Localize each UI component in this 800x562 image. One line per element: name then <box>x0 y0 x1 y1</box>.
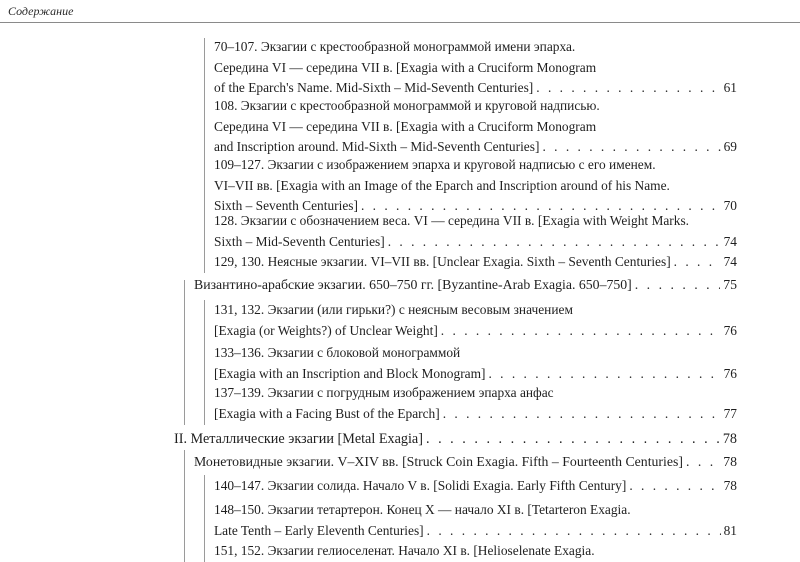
entry-text-line: 131, 132. Экзагии (или гирьки?) с неясным весовым значением <box>214 302 573 317</box>
entry-text: Византино-арабские экзагии. 650–750 гг. [Byzantine-Arab Exagia. 650–750] <box>194 277 632 292</box>
toc-entry[interactable] <box>214 500 737 541</box>
dot-leader <box>427 521 721 542</box>
dot-leader <box>388 232 721 253</box>
dot-leader <box>441 321 721 342</box>
entry-text: Sixth – Mid-Seventh Centuries] <box>214 233 385 249</box>
entry-text-line: 128. Экзагии с обозначением веса. VI — середина VII в. [Exagia with Weight Marks. <box>214 213 690 228</box>
page-number: 78 <box>723 478 737 493</box>
entry-last-line <box>194 452 737 473</box>
entry-last-line <box>214 252 737 273</box>
entry-text: II. Металлические экзагии [Metal Exagia] <box>174 431 423 447</box>
entry-last-line <box>214 476 737 497</box>
entry-text-line: Середина VI — середина VII в. [Exagia with a Cruciform Monogram <box>214 59 597 75</box>
toc-entry[interactable] <box>174 429 737 450</box>
entry-text-line: VI–VII вв. [Exagia with an Image of the Eparch and Inscription around of his Name. <box>214 177 670 193</box>
toc-entry[interactable] <box>214 252 737 273</box>
entry-last-line <box>214 521 737 542</box>
dot-leader <box>674 252 721 273</box>
entry-text-line: 151, 152. Экзагии гелиоселенат. Начало XI в. [Helioselenate Exagia. <box>214 543 595 558</box>
toc-entry[interactable] <box>214 211 737 252</box>
toc-entry[interactable] <box>214 383 737 424</box>
entry-text-line: Середина VI — середина VII в. [Exagia with a Cruciform Monogram <box>214 118 597 134</box>
toc-entry[interactable] <box>214 476 737 497</box>
entry-last-line <box>214 321 737 342</box>
page-number: 74 <box>723 254 737 269</box>
toc-entry[interactable] <box>214 343 737 384</box>
dot-leader <box>443 404 721 425</box>
indent-rule <box>184 450 185 562</box>
toc-entry[interactable] <box>214 155 737 217</box>
entry-text: 129, 130. Неясные экзагии. VI–VII вв. [Unclear Exagia. Sixth – Seventh Centuries] <box>214 254 671 269</box>
page-number: 74 <box>723 233 737 249</box>
entry-text-line: 137–139. Экзагии с погрудным изображением эпарха анфас <box>214 385 554 400</box>
toc-entry[interactable] <box>194 452 737 473</box>
dot-leader <box>635 275 720 296</box>
indent-rule <box>184 280 185 425</box>
dot-leader <box>629 476 720 497</box>
page-number: 75 <box>723 277 737 292</box>
page-number: 61 <box>723 80 737 95</box>
entry-last-line <box>194 275 737 296</box>
entry-last-line <box>214 232 737 253</box>
entry-last-line <box>214 404 737 425</box>
entry-text: Sixth – Seventh Centuries] <box>214 198 358 213</box>
running-header: Содержание <box>8 4 74 18</box>
entry-text: and Inscription around. Mid-Sixth – Mid-Seventh Centuries] <box>214 139 540 154</box>
entry-last-line <box>214 364 737 385</box>
dot-leader <box>488 364 720 385</box>
entry-text: [Exagia with a Facing Bust of the Eparch] <box>214 405 440 421</box>
entry-text-line: 148–150. Экзагии тетартерон. Конец X — начало XI в. [Tetarteron Exagia. <box>214 502 631 517</box>
page-number: 78 <box>722 431 737 447</box>
indent-rule <box>204 475 205 562</box>
toc-entry[interactable] <box>214 96 737 158</box>
page-number: 76 <box>723 365 737 381</box>
entry-text: 140–147. Экзагии солида. Начало V в. [Solidi Exagia. Early Fifth Century] <box>214 478 627 493</box>
indent-rule <box>204 38 205 273</box>
header-divider <box>0 22 800 23</box>
entry-text-line: 108. Экзагии с крестообразной монограммой и круговой надписью. <box>214 98 600 113</box>
page-number: 69 <box>723 139 737 154</box>
indent-rule <box>204 300 205 425</box>
dot-leader <box>426 429 720 450</box>
dot-leader <box>686 452 720 473</box>
toc-entry[interactable] <box>214 541 737 562</box>
toc-entry[interactable] <box>214 300 737 341</box>
page-number: 70 <box>723 198 737 213</box>
entry-text-line: 133–136. Экзагии с блоковой монограммой <box>214 345 461 360</box>
page-number: 76 <box>723 322 737 338</box>
page-number: 81 <box>723 522 737 538</box>
entry-text: Late Tenth – Early Eleventh Centuries] <box>214 522 424 538</box>
entry-text: of the Eparch's Name. Mid-Sixth – Mid-Seventh Centuries] <box>214 80 534 95</box>
entry-text-line: 109–127. Экзагии с изображением эпарха и круговой надписью с его именем. <box>214 157 656 172</box>
page-number: 77 <box>723 405 737 421</box>
page-number: 78 <box>723 454 737 469</box>
entry-last-line <box>174 429 737 450</box>
toc-entry[interactable] <box>194 275 737 296</box>
entry-text: [Exagia with an Inscription and Block Monogram] <box>214 365 486 381</box>
entry-text: [Exagia (or Weights?) of Unclear Weight] <box>214 322 438 338</box>
entry-text-line: 70–107. Экзагии с крестообразной монограммой имени эпарха. <box>214 39 576 54</box>
entry-text: Монетовидные экзагии. V–XIV вв. [Struck Coin Exagia. Fifth – Fourteenth Centuries] <box>194 454 683 469</box>
toc-entry[interactable] <box>214 37 737 99</box>
